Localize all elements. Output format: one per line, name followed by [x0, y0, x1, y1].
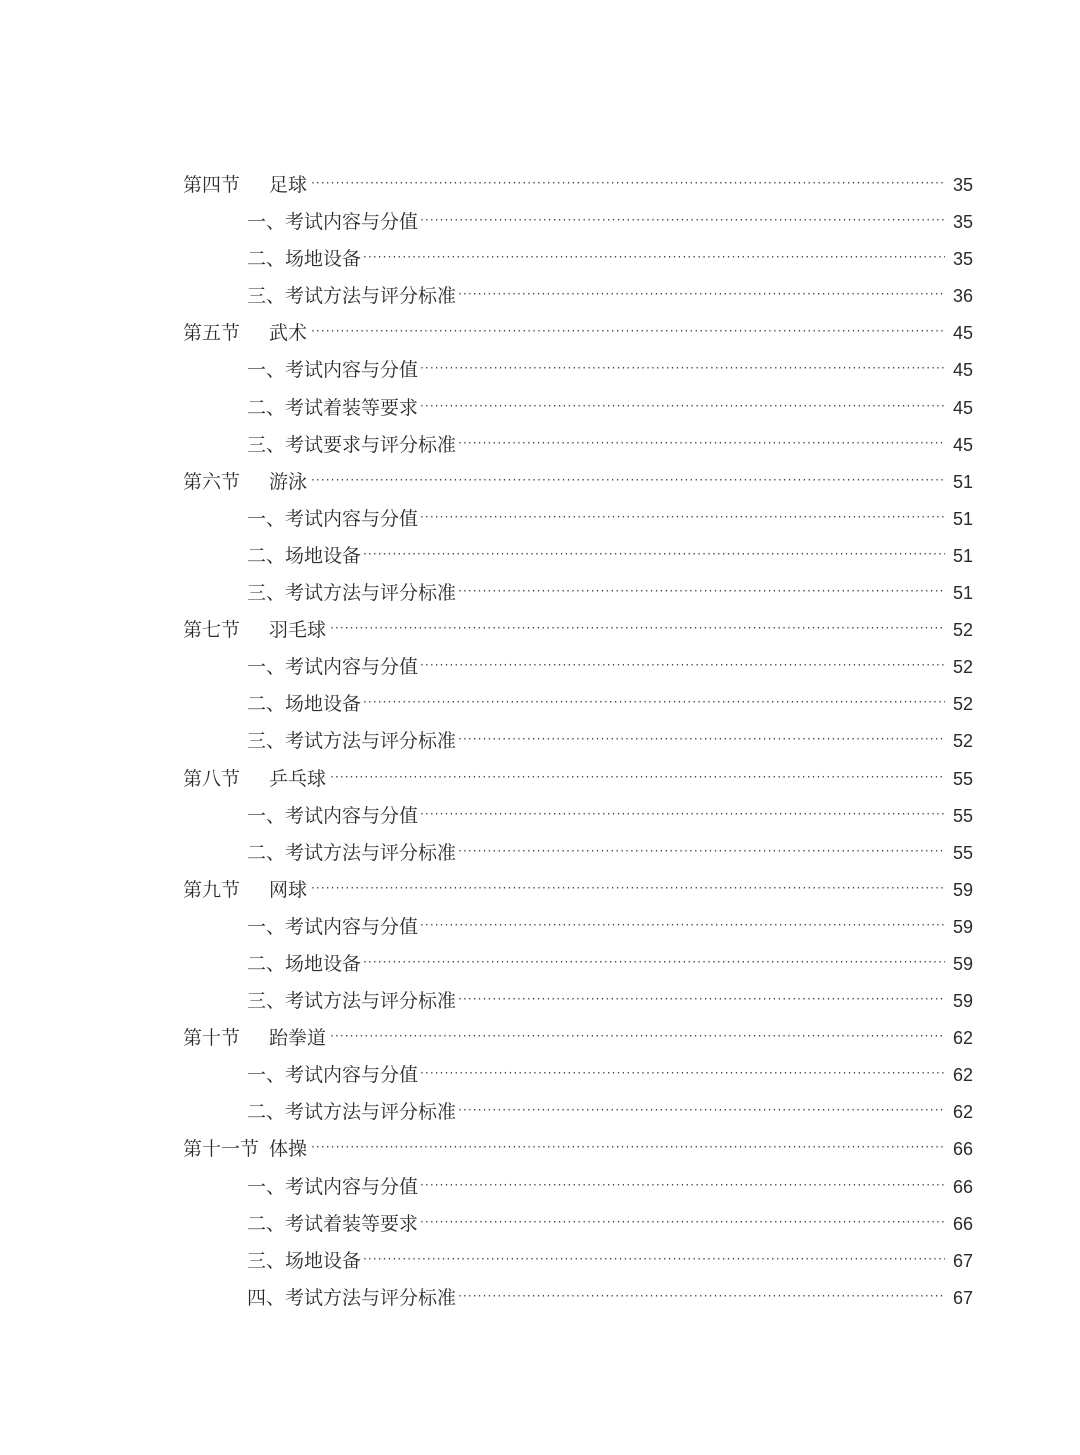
- toc-subsection-entry: [183, 501, 973, 538]
- toc-section-number: 第九节: [183, 878, 241, 901]
- dot-leader: [458, 721, 945, 758]
- dot-leader: [330, 610, 945, 647]
- toc-section-title: 羽毛球: [269, 619, 327, 642]
- toc-subsection-entry: [183, 686, 973, 723]
- toc-subsection-entry: [183, 1243, 973, 1280]
- dot-leader: [420, 1167, 945, 1204]
- toc-section-title: 跆拳道: [269, 1027, 327, 1050]
- dot-leader: [420, 388, 945, 425]
- toc-subsection-entry: [183, 798, 973, 835]
- dot-leader: [330, 1018, 945, 1055]
- toc-page-number: 66: [952, 1176, 973, 1197]
- toc-page-number: 66: [952, 1139, 973, 1160]
- toc-page-number: 51: [952, 471, 973, 492]
- toc-page-number: 35: [952, 249, 973, 270]
- toc-page-number: 35: [952, 175, 973, 195]
- toc-subsection-title: 三、考试方法与评分标准: [247, 730, 457, 753]
- dot-leader: [458, 276, 945, 313]
- toc-page-number: 62: [952, 1065, 973, 1086]
- toc-subsection-title: 一、考试内容与分值: [247, 211, 419, 234]
- toc-section-title: 游泳: [269, 470, 308, 493]
- toc-subsection-title: 三、考试要求与评分标准: [247, 433, 457, 456]
- toc-subsection-entry: [183, 835, 973, 872]
- toc-section-entry: [183, 1020, 973, 1057]
- toc-page-number: 55: [952, 805, 973, 826]
- dot-leader: [311, 870, 945, 907]
- toc-section-title: 武术: [269, 322, 308, 345]
- dot-leader: [420, 647, 945, 684]
- toc-section-number: 第六节: [183, 470, 241, 493]
- dot-leader: [420, 796, 945, 833]
- toc-page-number: 59: [952, 991, 973, 1012]
- toc-page-number: 45: [952, 323, 973, 344]
- toc-subsection-title: 一、考试内容与分值: [247, 1175, 419, 1198]
- toc-section-number: 第五节: [183, 322, 241, 345]
- dot-leader: [458, 425, 945, 462]
- toc-section-number: 第四节: [183, 174, 241, 196]
- toc-page-number: 62: [952, 1102, 973, 1123]
- toc-subsection-entry: [183, 204, 973, 241]
- dot-leader: [420, 1055, 945, 1092]
- toc-section-entry: [183, 872, 973, 909]
- dot-leader: [420, 1204, 945, 1241]
- toc-page-number: 36: [952, 286, 973, 307]
- toc-subsection-entry: [183, 723, 973, 760]
- toc-subsection-title: 一、考试内容与分值: [247, 359, 419, 382]
- table-of-contents: [183, 167, 973, 1317]
- toc-page-number: 55: [952, 768, 973, 789]
- toc-subsection-title: 二、考试着装等要求: [247, 1212, 419, 1235]
- toc-subsection-entry: [183, 538, 973, 575]
- toc-subsection-entry: [183, 1094, 973, 1131]
- toc-subsection-entry: [183, 1057, 973, 1094]
- dot-leader: [420, 907, 945, 944]
- dot-leader: [458, 833, 945, 870]
- dot-leader: [363, 684, 945, 721]
- toc-section-number: 第七节: [183, 619, 241, 642]
- toc-page-number: 55: [952, 842, 973, 863]
- toc-page-number: 35: [952, 212, 973, 233]
- toc-subsection-title: 一、考试内容与分值: [247, 1064, 419, 1087]
- toc-section-entry: [183, 464, 973, 501]
- toc-subsection-entry: [183, 575, 973, 612]
- toc-subsection-title: 二、场地设备: [247, 693, 362, 716]
- toc-page-number: 59: [952, 879, 973, 900]
- toc-subsection-title: 二、考试方法与评分标准: [247, 841, 457, 864]
- toc-subsection-entry: [183, 983, 973, 1020]
- toc-subsection-entry: [183, 352, 973, 389]
- toc-page-number: 51: [952, 545, 973, 566]
- toc-section-entry: [183, 612, 973, 649]
- dot-leader: [363, 239, 945, 276]
- toc-page-number: 45: [952, 434, 973, 455]
- toc-subsection-entry: [183, 278, 973, 315]
- toc-section-title: 乒乓球: [269, 767, 327, 790]
- toc-section-number: 第十一节: [183, 1138, 260, 1161]
- toc-page-number: 66: [952, 1213, 973, 1234]
- toc-subsection-entry: [183, 1206, 973, 1243]
- toc-section-title: 体操: [269, 1138, 308, 1161]
- toc-subsection-title: 三、考试方法与评分标准: [247, 582, 457, 605]
- dot-leader: [363, 1241, 945, 1278]
- toc-subsection-title: 三、场地设备: [247, 1249, 362, 1272]
- toc-page-number: 52: [952, 694, 973, 715]
- dot-leader: [420, 202, 945, 239]
- toc-subsection-title: 三、考试方法与评分标准: [247, 990, 457, 1013]
- dot-leader: [330, 759, 945, 796]
- toc-subsection-entry: [183, 1169, 973, 1206]
- dot-leader: [458, 573, 945, 610]
- toc-section-entry: [183, 761, 973, 798]
- toc-subsection-title: 一、考试内容与分值: [247, 804, 419, 827]
- toc-subsection-entry: [183, 946, 973, 983]
- dot-leader: [420, 499, 945, 536]
- toc-subsection-entry: [183, 909, 973, 946]
- toc-subsection-title: 二、场地设备: [247, 544, 362, 567]
- toc-section-entry: [183, 167, 973, 204]
- toc-subsection-title: 二、考试方法与评分标准: [247, 1101, 457, 1124]
- toc-subsection-entry: [183, 649, 973, 686]
- toc-subsection-title: 三、考试方法与评分标准: [247, 285, 457, 308]
- toc-subsection-entry: [183, 241, 973, 278]
- toc-page-number: 52: [952, 731, 973, 752]
- toc-section-entry: [183, 1131, 973, 1168]
- toc-section-number: 第十节: [183, 1027, 241, 1050]
- dot-leader: [420, 350, 945, 387]
- toc-subsection-title: 二、场地设备: [247, 952, 362, 975]
- toc-page-number: 59: [952, 916, 973, 937]
- toc-subsection-title: 二、场地设备: [247, 248, 362, 271]
- toc-page-number: 45: [952, 360, 973, 381]
- toc-subsection-title: 一、考试内容与分值: [247, 915, 419, 938]
- toc-subsection-title: 二、考试着装等要求: [247, 396, 419, 419]
- toc-page-number: 67: [952, 1250, 973, 1271]
- dot-leader: [311, 1129, 945, 1166]
- dot-leader: [458, 1278, 945, 1315]
- toc-subsection-title: 一、考试内容与分值: [247, 656, 419, 679]
- toc-page-number: 67: [952, 1287, 973, 1308]
- toc-page-number: 62: [952, 1028, 973, 1049]
- toc-subsection-entry: [183, 1280, 973, 1317]
- toc-page-number: 45: [952, 397, 973, 418]
- dot-leader: [363, 536, 945, 573]
- toc-page-number: 51: [952, 583, 973, 604]
- toc-section-title: 足球: [269, 174, 308, 196]
- toc-section-entry: [183, 315, 973, 352]
- dot-leader: [311, 165, 945, 202]
- toc-subsection-entry: [183, 390, 973, 427]
- toc-page-number: 52: [952, 657, 973, 678]
- toc-page-number: 59: [952, 953, 973, 974]
- toc-page-number: 51: [952, 508, 973, 529]
- toc-subsection-title: 四、考试方法与评分标准: [247, 1286, 457, 1309]
- dot-leader: [363, 944, 945, 981]
- toc-section-number: 第八节: [183, 767, 241, 790]
- dot-leader: [311, 462, 945, 499]
- dot-leader: [458, 1092, 945, 1129]
- toc-page-number: 52: [952, 620, 973, 641]
- dot-leader: [311, 313, 945, 350]
- toc-subsection-title: 一、考试内容与分值: [247, 507, 419, 530]
- toc-section-title: 网球: [269, 878, 308, 901]
- toc-subsection-entry: [183, 427, 973, 464]
- dot-leader: [458, 981, 945, 1018]
